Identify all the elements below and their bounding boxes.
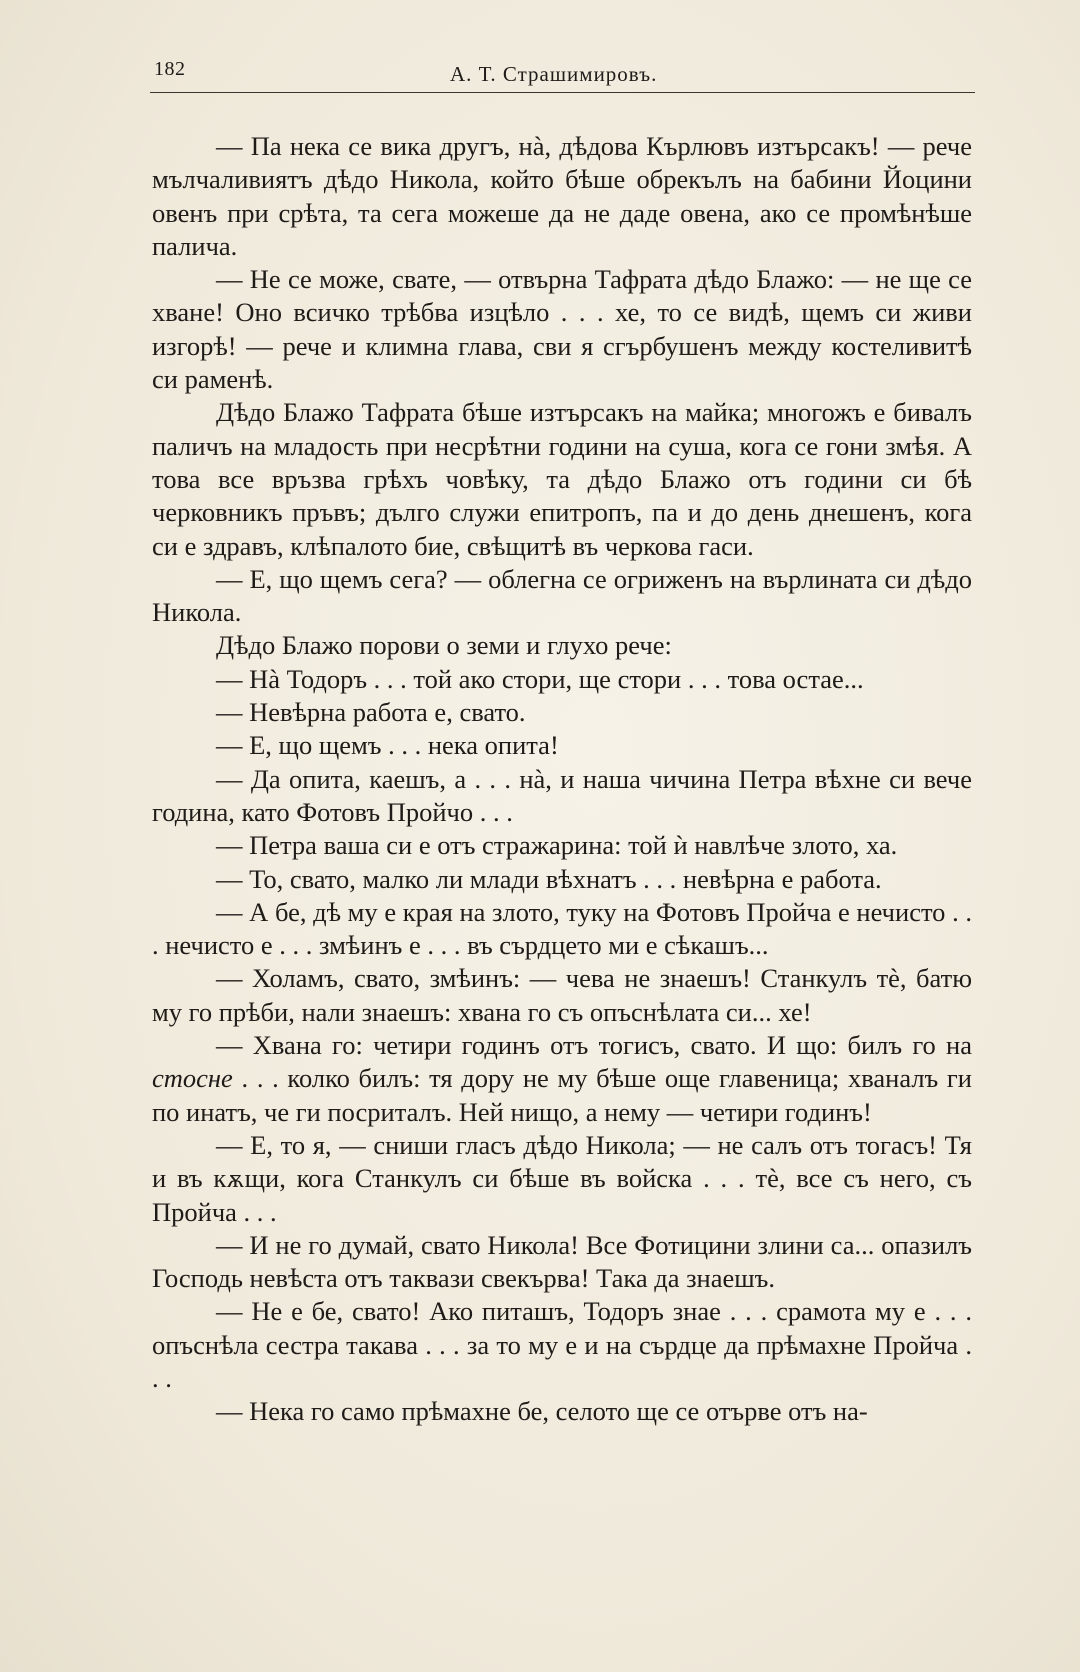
running-head: А. Т. Страшимировъ. xyxy=(450,62,658,86)
paragraph-part: — Хвана го: четири годинъ отъ тогисъ, свато. И що: билъ го на xyxy=(216,1030,972,1061)
paragraph: — Петра ваша си е отъ стражарина: той ѝ навлѣче злото, ха. xyxy=(216,830,898,861)
paragraph: — Нека го само прѣмахне бе, селото ще се отърве отъ на- xyxy=(216,1396,868,1427)
paragraph: — Нà Тодоръ . . . той ако стори, ще стори . . . това остае... xyxy=(216,663,864,694)
paragraph: Дѣдо Блажо порови о земи и глухо рече: xyxy=(216,630,672,661)
paragraph: — Невѣрна работа е, свато. xyxy=(216,697,526,728)
paragraph: — Да опита, каешъ, а . . . нà, и наша чичина Петра вѣхне си вече година, като Фотовъ Пройчо . . . xyxy=(152,763,972,827)
body-text xyxy=(152,130,972,1429)
page-number: 182 xyxy=(154,58,186,80)
paragraph: — То, свато, малко ли млади вѣхнатъ . . . невѣрна е работа. xyxy=(216,863,882,894)
paragraph-part: . . . колко билъ: тя дору не му бѣше още главеница; хваналъ ги по инатъ, че ги посриталъ. Ней нищо, а нему — четири годинъ! xyxy=(152,1063,972,1127)
paragraph: — Не е бе, свато! Ако питашъ, Тодоръ знае . . . срамота му е . . . опъснѣла сестра такава . . . за то му е и на сърдце да прѣмахне Пройча . . . xyxy=(152,1296,972,1393)
paragraph: — Холамъ, свато, змѣинъ: — чева не знаешъ! Станкулъ тѐ, батю му го прѣби, нали знаешъ: хвана го съ опъснѣлата си... хе! xyxy=(152,963,972,1027)
paragraph: — Е, що щемъ . . . нека опита! xyxy=(216,730,559,761)
paragraph: — Не се може, свате, — отвърна Тафрата дѣдо Блажо: — не ще се хване! Оно всичко трѣбва изцѣло . . . хе, то се видѣ, щемъ си живи изгорѣ! — рече и климна глава, сви я сгърбушенъ между костеливитѣ си раменѣ. xyxy=(152,264,972,395)
paragraph: — Е, то я, — сниши гласъ дѣдо Никола; — не салъ отъ тогасъ! Тя и въ кѫщи, кога Станкулъ си бѣше въ войска . . . тѐ, все съ него, съ Пройча . . . xyxy=(152,1129,972,1227)
paragraph: — И не го думай, свато Никола! Все Фотицини злини са... опазилъ Господь невѣста отъ таквази свекърва! Така да знаешъ. xyxy=(152,1229,972,1294)
paragraph-with-italic xyxy=(152,1029,972,1129)
paragraph: — А бе, дѣ му е края на злото, туку на Фотовъ Пройча е нечисто . . . нечисто е . . . змѣинъ е . . . въ сърдцето ми е сѣкашъ... xyxy=(152,896,972,961)
paragraph: — Е, що щемъ сега? — облегна се огриженъ на върлината си дѣдо Никола. xyxy=(152,563,972,628)
italic-word: стосне xyxy=(152,1063,233,1094)
page-header xyxy=(150,56,975,93)
paragraph: — Па нека се вика другъ, нà, дѣдова Кърлювъ изтърсакъ! — рече мълчаливиятъ дѣдо Никола, който бѣше обрекълъ на бабини Йоцини овенъ при срѣта, та сега можеше да не даде овена, ако се промѣнѣше палича. xyxy=(152,131,972,261)
paragraph: Дѣдо Блажо Тафрата бѣше изтърсакъ на майка; многожъ е бивалъ паличъ на младость при несрѣтни години на суша, кога се гони змѣя. А това все връзва грѣхъ човѣку, та дѣдо Блажо отъ години си бѣ черковникъ пръвъ; дълго служи епитропъ, па и до день днешенъ, кога си е здравъ, клѣпалото бие, свѣщитѣ въ черкова гаси. xyxy=(152,397,972,561)
